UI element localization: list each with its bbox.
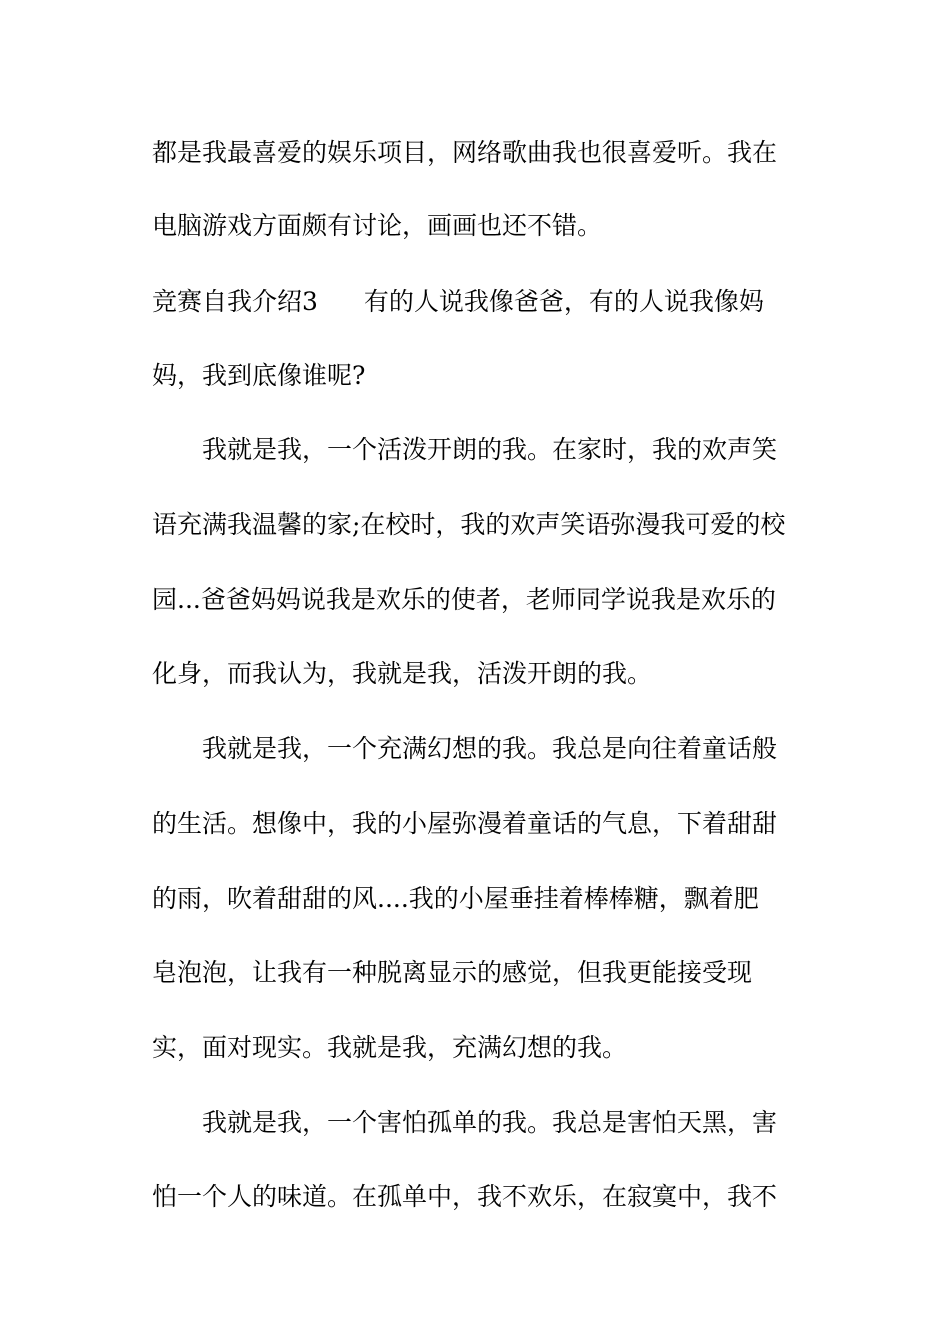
paragraph-line-2: 电脑游戏方面颇有讨论，画画也还不错。 <box>152 211 603 240</box>
paragraph-line-14: 怕一个人的味道。在孤单中，我不欢乐，在寂寞中，我不 <box>152 1182 778 1211</box>
section-heading-line <box>152 287 764 317</box>
paragraph-line-12: 实，面对现实。我就是我，充满幻想的我。 <box>152 1033 628 1062</box>
paragraph-line-9: 的生活。想像中，我的小屋弥漫着童话的气息，下着甜甜 <box>152 809 778 838</box>
paragraph-line-8: 我就是我，一个充满幻想的我。我总是向往着童话般 <box>202 734 778 763</box>
paragraph-line-11: 皂泡泡，让我有一种脱离显示的感觉，但我更能接受现 <box>152 958 753 987</box>
paragraph-line-6: 园...爸爸妈妈说我是欢乐的使者，老师同学说我是欢乐的 <box>152 585 776 614</box>
paragraph-line-4: 我就是我，一个活泼开朗的我。在家时，我的欢声笑 <box>202 435 778 464</box>
paragraph-line-7: 化身，而我认为，我就是我，活泼开朗的我。 <box>152 659 653 688</box>
paragraph-line-13: 我就是我，一个害怕孤单的我。我总是害怕天黑，害 <box>202 1108 778 1137</box>
section-title: 竞赛自我介绍3 <box>152 287 318 316</box>
section-first-sentence: 有的人说我像爸爸，有的人说我像妈 <box>363 287 764 316</box>
paragraph-line-1: 都是我最喜爱的娱乐项目，网络歌曲我也很喜爱听。我在 <box>152 138 778 167</box>
paragraph-line-5: 语充满我温馨的家;在校时，我的欢声笑语弥漫我可爱的校 <box>152 510 786 539</box>
paragraph-line-3: 妈，我到底像谁呢? <box>152 361 366 390</box>
paragraph-line-10: 的雨，吹着甜甜的风....我的小屋垂挂着棒棒糖，飘着肥 <box>152 884 759 913</box>
